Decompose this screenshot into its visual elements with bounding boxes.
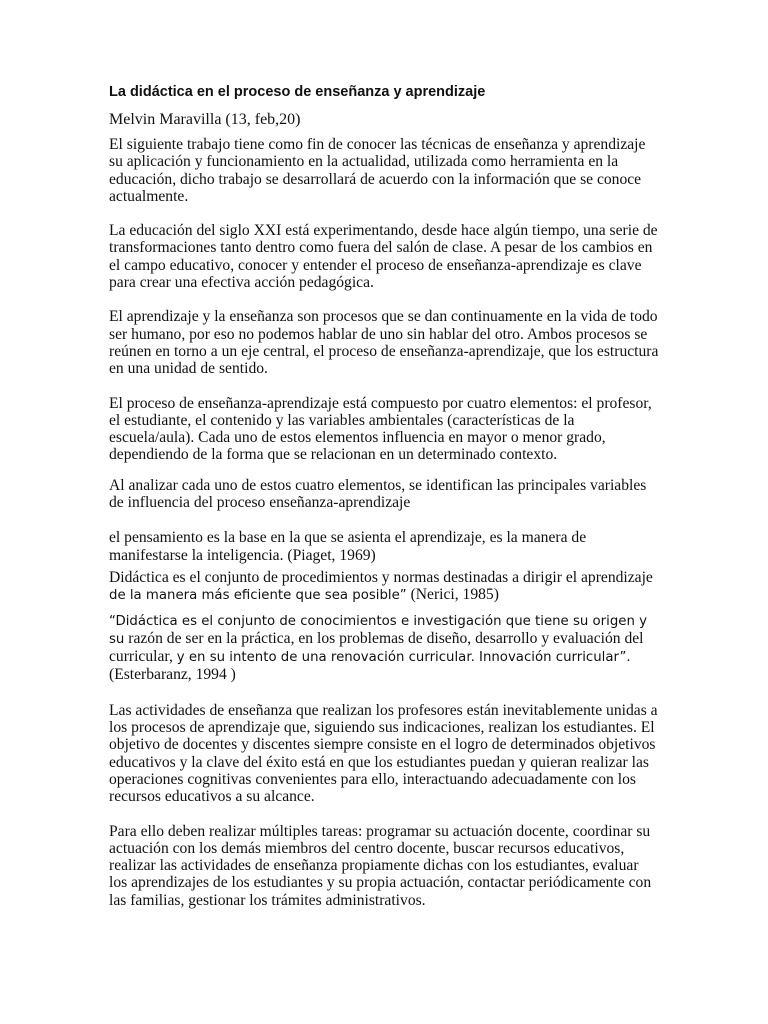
esterbaranz-text-b: razón de ser en la práctica, en los problemas de diseño, desarrollo y evaluación del curricular, xyxy=(109,629,644,666)
paragraph-nerici xyxy=(109,569,659,605)
paragraph-elements: El proceso de enseñanza-aprendizaje está compuesto por cuatro elementos: el profesor, el estudiante, el contenido y las variables ambientales (características de la escuela/aula). Cada uno de estos elementos influencia en mayor o menor grado, dependiendo de la forma que se relacionan en un determinado contexto. xyxy=(109,394,652,464)
paragraph-learning-teaching: El aprendizaje y la enseñanza son procesos que se dan continuamente en la vida de todo ser humano, por eso no podemos hablar de uno sin hablar del otro. Ambos procesos se reúnen en torno a un eje central, el proceso de enseñanza-aprendizaje, que los estructura en una unidad de sentido. xyxy=(109,308,659,378)
paragraph-intro: El siguiente trabajo tiene como fin de conocer las técnicas de enseñanza y aprendizaje su aplicación y funcionamiento en la actualidad, utilizada como herramienta en la educación, dicho trabajo se desarrollará de acuerdo con la información que se conoce actualmente. xyxy=(109,136,646,205)
paragraph-tasks: Para ello deben realizar múltiples tareas: programar su actuación docente, coordinar su actuación con los demás miembros del centro docente, buscar recursos educativos, realizar las actividades de enseñanza propiamente dichas con los estudiantes, evaluar los aprendizajes de los estudiantes y su propia actuación, contactar periódicamente con las familias, gestionar los trámites administrativos. xyxy=(109,822,652,909)
nerici-text-a: Didáctica es el conjunto de procedimientos y normas destinadas a dirigir el aprendizaje xyxy=(109,568,653,586)
paragraph-activities: Las actividades de enseñanza que realizan los profesores están inevitablemente unidas a los procesos de aprendizaje que, siguiendo sus indicaciones, realizan los estudiantes. El objetivo de docentes y discentes siempre consiste en el logro de determinados objetivos educativos y la clave del éxito está en que los estudiantes puedan y quieran realizar las operaciones cognitivas convenientes para ello, interactuando adecuadamente con los recursos educativos a su alcance. xyxy=(109,701,658,806)
paragraph-piaget: el pensamiento es la base en la que se asienta el aprendizaje, es la manera de manifestarse la inteligencia. (Piaget, 1969) xyxy=(109,529,587,564)
document-page xyxy=(109,84,659,909)
paragraph-esterbaranz xyxy=(109,612,659,684)
esterbaranz-citation: (Esterbaranz, 1994 ) xyxy=(109,666,236,684)
paragraph-analysis: Al analizar cada uno de estos cuatro elementos, se identifican las principales variables de influencia del proceso enseñanza-aprendizaje xyxy=(109,476,647,512)
esterbaranz-text-a: “Didáctica es el conjunto de conocimientos e investigación que tiene su origen y su xyxy=(109,613,647,647)
esterbaranz-text-c: y en su intento de una renovación curricular. Innovación curricular”. xyxy=(176,650,631,666)
document-title: La didáctica en el proceso de enseñanza y aprendizaje xyxy=(109,84,486,100)
nerici-text-b: de la manera más eficiente que sea posible” xyxy=(109,588,407,604)
paragraph-education: La educación del siglo XXI está experimentando, desde hace algún tiempo, una serie de transformaciones tanto dentro como fuera del salón de clase. A pesar de los cambios en el campo educativo, conocer y entender el proceso de enseñanza-aprendizaje es clave para crear una efectiva acción pedagógica. xyxy=(109,222,658,292)
author-line: Melvin Maravilla (13, feb,20) xyxy=(109,111,301,128)
nerici-citation: (Nerici, 1985) xyxy=(406,586,499,604)
